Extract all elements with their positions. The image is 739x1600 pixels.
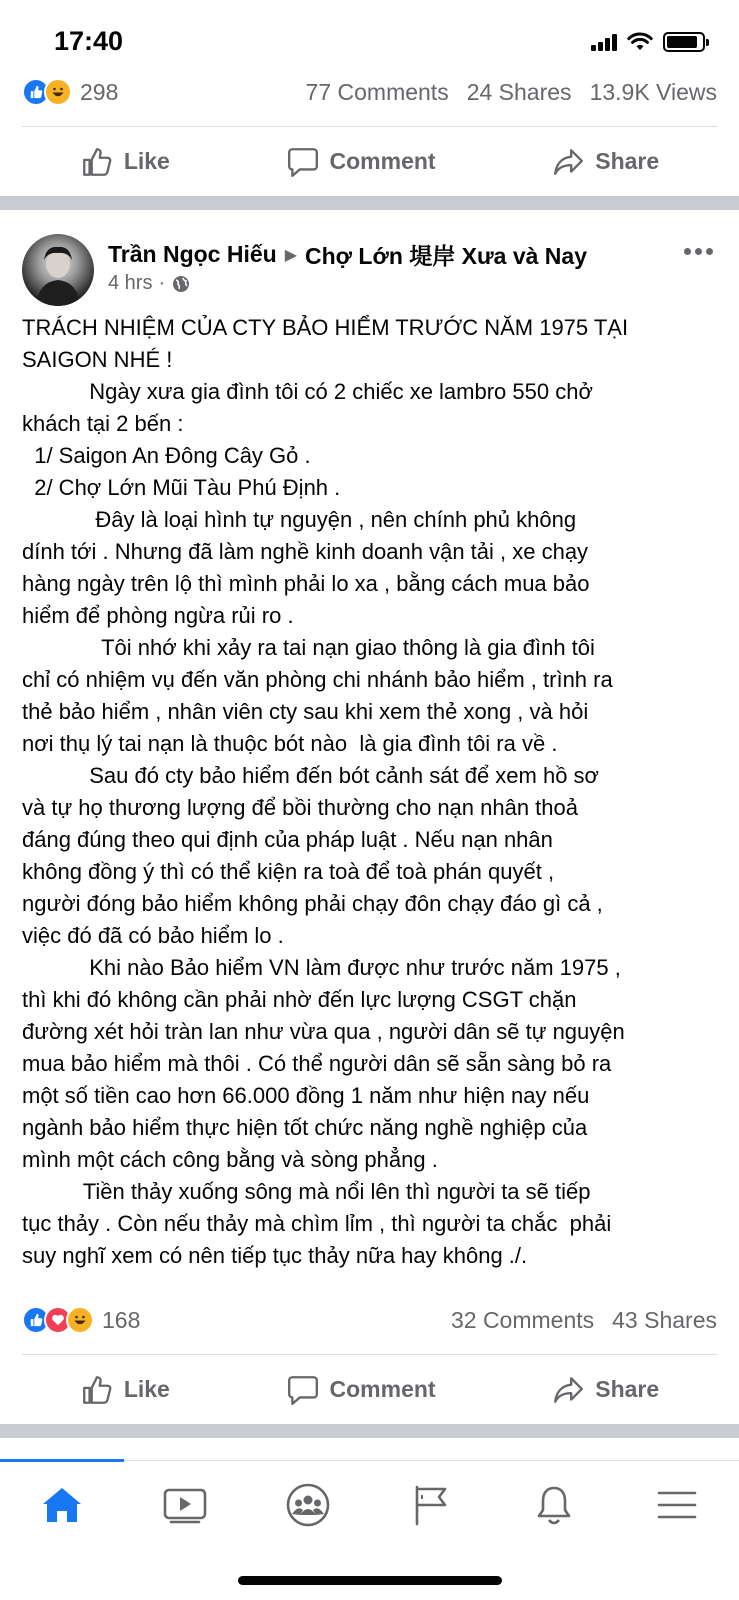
author-line — [108, 238, 587, 271]
post-header — [0, 228, 739, 306]
prev-post-stats — [0, 72, 739, 112]
post-line: TRÁCH NHIỆM CỦA CTY BẢO HIỂM TRƯỚC NĂM 1975 TẠI — [22, 315, 629, 340]
comment-label: Comment — [329, 1376, 436, 1402]
share-button[interactable] — [551, 145, 659, 179]
share-label: Share — [595, 148, 660, 174]
menu-icon — [656, 1487, 698, 1523]
right-arrow-icon: ▶ — [284, 246, 298, 264]
comment-label: Comment — [329, 148, 436, 174]
like-button[interactable] — [80, 1373, 170, 1407]
post-line: đường xét hỏi tràn lan như vừa qua , người dân sẽ tự nguyện — [22, 1019, 625, 1044]
haha-reaction-icon — [44, 78, 72, 106]
home-icon — [40, 1485, 84, 1525]
comments-count[interactable]: 77 Comments — [305, 78, 449, 105]
post-line: Đây là loại hình tự nguyện , nên chính phủ không — [22, 507, 577, 532]
dot-separator: · — [158, 272, 166, 294]
status-time: 17:40 — [54, 26, 124, 56]
comment-button[interactable] — [286, 145, 436, 179]
globe-icon — [171, 274, 191, 294]
post-line: Ngày xưa gia đình tôi có 2 chiếc xe lambro 550 chở — [22, 379, 593, 404]
tab-notifications[interactable] — [514, 1470, 594, 1540]
post-line: dính tới . Nhưng đã làm nghề kinh doanh vận tải , xe chạy — [22, 539, 589, 564]
post-line: nơi thụ lý tai nạn là thuộc bót nào là gia đình tôi ra về . — [22, 731, 558, 756]
post-line: thẻ bảo hiểm , nhân viên cty sau khi xem thẻ xong , và hỏi — [22, 699, 589, 724]
share-label: Share — [595, 1376, 660, 1402]
post-line: việc đó đã có bảo hiểm lo . — [22, 923, 284, 948]
share-icon — [551, 145, 585, 179]
comment-icon — [286, 1373, 320, 1407]
haha-reaction-icon — [66, 1306, 94, 1334]
views-count: 13.9K Views — [589, 78, 717, 105]
post-line: SAIGON NHÉ ! — [22, 347, 173, 372]
post-line: chỉ có nhiệm vụ đến văn phòng chi nhánh bảo hiểm , trình ra — [22, 667, 613, 692]
post-line: khách tại 2 bến : — [22, 411, 184, 436]
shares-count[interactable]: 43 Shares — [612, 1306, 717, 1333]
feed-separator — [0, 1424, 739, 1438]
group-name[interactable]: Chợ Lớn 堤岸 Xưa và Nay — [305, 243, 587, 269]
like-icon — [80, 145, 114, 179]
like-icon — [80, 1373, 114, 1407]
status-icons — [591, 32, 705, 52]
comment-button[interactable] — [286, 1373, 436, 1407]
feed-separator — [0, 196, 739, 210]
tab-menu[interactable] — [637, 1470, 717, 1540]
reactions-summary[interactable] — [22, 1306, 140, 1334]
post-line: thì khi đó không cần phải nhờ đến lực lượng CSGT chặn — [22, 987, 577, 1012]
post-line: tục thảy . Còn nếu thảy mà chìm lỉm , thì người ta chắc phải — [22, 1211, 612, 1236]
like-label: Like — [123, 148, 170, 174]
tab-home[interactable] — [22, 1470, 102, 1540]
comments-count[interactable]: 32 Comments — [450, 1306, 595, 1333]
post-time[interactable]: 4 hrs — [108, 272, 153, 294]
post-actions — [22, 1354, 717, 1424]
reaction-count: 168 — [102, 1306, 141, 1333]
post-line: 2/ Chợ Lớn Mũi Tàu Phú Định . — [22, 475, 341, 500]
cellular-signal-icon — [591, 33, 617, 51]
post-line: hiểm để phòng ngừa rủi ro . — [22, 603, 294, 628]
post-line: suy nghĩ xem có nên tiếp tục thảy nữa hay không ./. — [22, 1243, 528, 1268]
video-icon — [162, 1485, 208, 1525]
author-avatar[interactable] — [22, 234, 94, 306]
tab-video[interactable] — [145, 1470, 225, 1540]
reactions-summary[interactable] — [22, 78, 118, 106]
share-button[interactable] — [551, 1373, 659, 1407]
home-indicator[interactable] — [238, 1576, 502, 1585]
reaction-count: 298 — [80, 78, 119, 105]
tab-pages[interactable] — [391, 1470, 471, 1540]
comment-icon — [286, 145, 320, 179]
like-label: Like — [123, 1376, 170, 1402]
prev-post-actions — [22, 126, 717, 196]
post-stats — [0, 1300, 739, 1340]
post-line: Tiền thảy xuống sông mà nổi lên thì người ta sẽ tiếp — [22, 1179, 591, 1204]
post-line: 1/ Saigon An Đông Cây Gỏ . — [22, 443, 311, 468]
post-line: hàng ngày trên lộ thì mình phải lo xa , bằng cách mua bảo — [22, 571, 590, 596]
post-body — [22, 312, 722, 1272]
post-line: người đóng bảo hiểm không phải chạy đôn chạy đáo gì cả , — [22, 891, 603, 916]
shares-count[interactable]: 24 Shares — [466, 78, 572, 105]
share-icon — [551, 1373, 585, 1407]
post-line: đáng đúng theo qui định của pháp luật . Nếu nạn nhân — [22, 827, 553, 852]
like-button[interactable] — [80, 145, 170, 179]
post-line: không đồng ý thì có thể kiện ra toà để toà phán quyết , — [22, 859, 555, 884]
post-line: mình một cách công bằng và sòng phẳng . — [22, 1147, 438, 1172]
post-line: ngành bảo hiểm thực hiện tốt chức năng nghề nghiệp của — [22, 1115, 588, 1140]
post-line: một số tiền cao hơn 66.000 đồng 1 năm như hiện nay nếu — [22, 1083, 590, 1108]
groups-icon — [285, 1482, 331, 1528]
bottom-tab-bar — [0, 1460, 739, 1548]
author-name[interactable]: Trần Ngọc Hiếu — [108, 241, 277, 267]
post-line: Sau đó cty bảo hiểm đến bót cảnh sát để xem hồ sơ — [22, 763, 599, 788]
pages-flag-icon — [411, 1483, 451, 1527]
more-options-button[interactable] — [684, 248, 713, 255]
status-bar — [0, 0, 739, 70]
post-line: Khi nào Bảo hiểm VN làm được như trước năm 1975 , — [22, 955, 621, 980]
battery-icon — [663, 32, 705, 52]
post-meta — [108, 272, 191, 295]
post-line: Tôi nhớ khi xảy ra tai nạn giao thông là gia đình tôi — [22, 635, 595, 660]
tab-groups[interactable] — [268, 1470, 348, 1540]
wifi-icon — [627, 32, 653, 52]
post-line: mua bảo hiểm mà thôi . Có thể người dân sẽ sẵn sàng bỏ ra — [22, 1051, 612, 1076]
post-line: và tự họ thương lượng để bồi thường cho nạn nhân thoả — [22, 795, 579, 820]
notifications-bell-icon — [534, 1483, 574, 1527]
